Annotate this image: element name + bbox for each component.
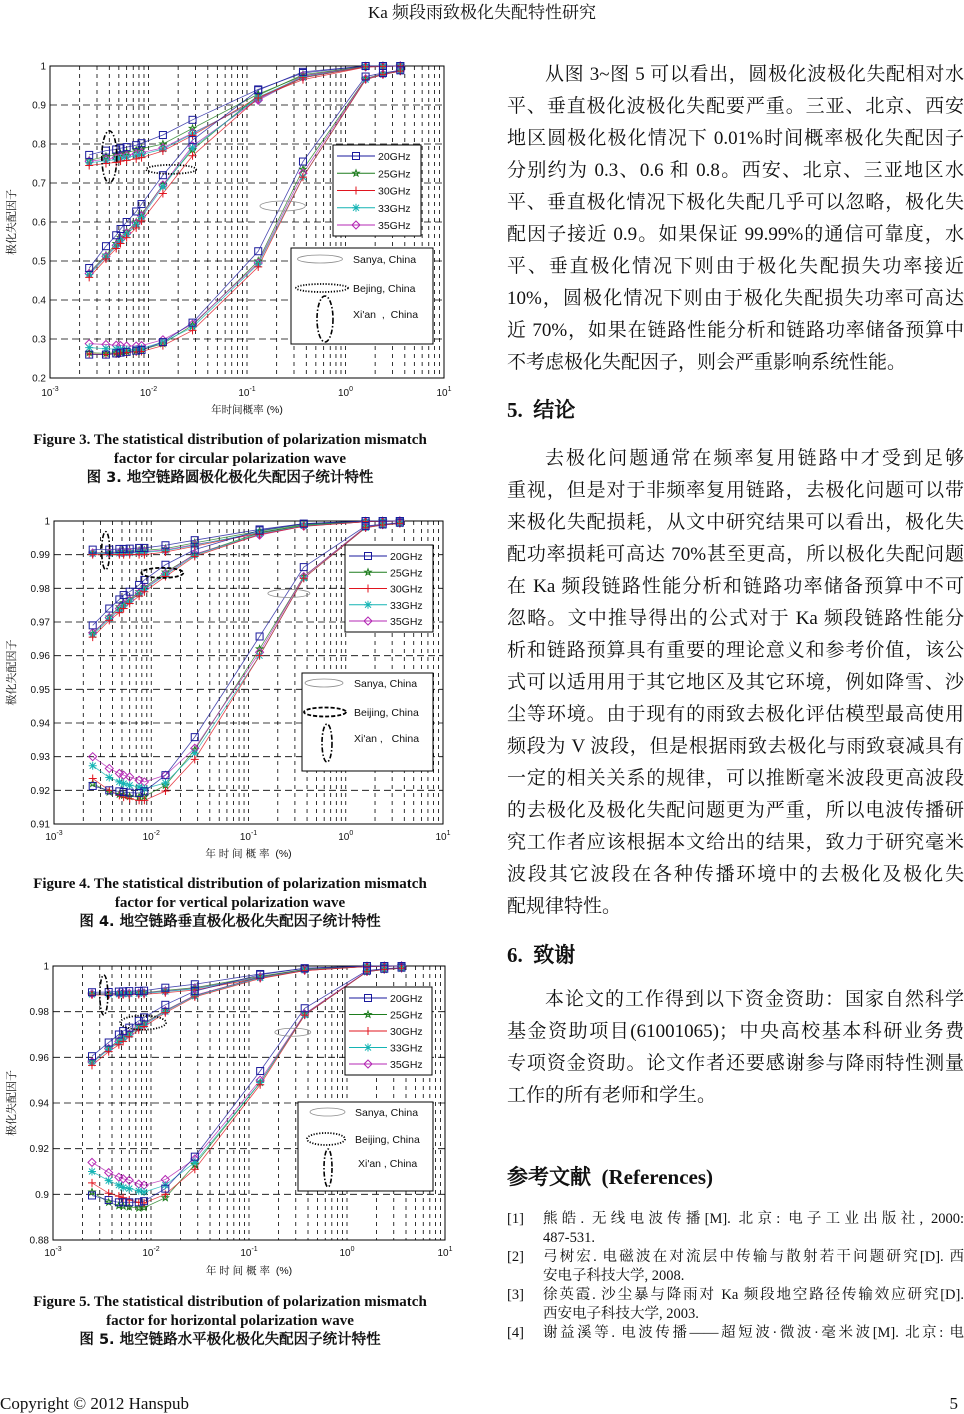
y-tick-label: 0.92	[30, 785, 50, 797]
legend-label: Sanya, China	[354, 678, 418, 690]
references-heading: 参考文献 (References)	[507, 1165, 714, 1189]
x-tick-exponent: -3	[52, 386, 59, 393]
text-line: 近 70%，如果在链路性能分析和链路功率储备预算中	[507, 320, 964, 341]
acknowledgement-paragraph	[507, 984, 964, 1112]
location-legend	[298, 1102, 433, 1191]
x-tick-exponent: -3	[55, 1246, 62, 1253]
x-axis-label: 年 时 间 概 率 (%)	[205, 848, 292, 860]
x-tick-label	[339, 1246, 354, 1259]
section-6-heading: 6. 致谢	[507, 943, 576, 967]
data-point	[135, 1187, 143, 1195]
y-tick-label: 0.9	[32, 100, 46, 112]
x-tick-label	[437, 1246, 452, 1259]
text-line: 的去极化及极化失配问题更为严重，所以电波传播研	[507, 800, 964, 821]
x-tick-exponent: -3	[56, 830, 63, 837]
y-tick-label: 0.2	[32, 373, 46, 385]
y-tick-label: 0.88	[29, 1235, 49, 1247]
x-tick-exponent: -2	[153, 830, 160, 837]
x-tick-base: 10	[139, 388, 151, 399]
legend-label: Xi'an , China	[353, 309, 419, 321]
legend-label: 20GHz	[378, 151, 411, 163]
figure-5-caption	[0, 1293, 460, 1350]
legend-label: 25GHz	[390, 567, 423, 580]
text-line: 究工作者应该根据本文给出的结果，致力于研究毫米	[507, 832, 964, 853]
legend-label: 20GHz	[390, 993, 423, 1005]
y-tick-label: 0.95	[30, 684, 50, 696]
data-point	[191, 1158, 199, 1166]
conclusion-paragraph	[507, 443, 964, 923]
reference-item	[507, 1210, 964, 1248]
y-tick-label: 0.7	[32, 178, 46, 190]
x-tick-base: 10	[240, 1248, 252, 1259]
text-line: 频段为 V 波段，但是根据雨致去极化与雨致衰减具有	[507, 736, 964, 757]
text-line: 10%，圆极化情况下则由于极化失配损失功率可高达	[507, 288, 964, 309]
data-point	[140, 1188, 148, 1196]
legend-label: 33GHz	[390, 599, 423, 612]
y-axis-label: 极化失配因子	[6, 189, 18, 255]
x-tick-base: 10	[142, 832, 154, 843]
x-tick-exponent: -1	[249, 386, 256, 393]
legend-label: 25GHz	[378, 168, 411, 181]
caption-en-line: Figure 4. The statistical distribution of polarization mismatch	[33, 876, 427, 892]
legend-label: 33GHz	[378, 202, 411, 215]
text-line: 一定的相关关系的规律，可以推断毫米波段更高波段	[507, 768, 964, 789]
y-tick-label: 0.97	[30, 617, 50, 629]
legend-label: Beijing, China	[355, 1134, 420, 1146]
text-line: 平、垂直极化波极化失配要严重。三亚、北京、西安	[507, 96, 964, 117]
x-tick-base: 10	[44, 1248, 56, 1259]
text-line: 分别约为 0.3、0.6 和 0.8。西安、北京、三亚地区水	[507, 160, 964, 181]
legend-marker-asterisk-icon	[364, 601, 372, 609]
text-line: 平、垂直极化情况下极化失配几乎可以忽略，极化失	[507, 192, 964, 213]
legend-label: Sanya, China	[355, 1107, 419, 1119]
data-point	[89, 762, 97, 770]
text-line: 基金资助项目(61001065)；中央高校基本科研业务费	[507, 1021, 964, 1042]
text-line: 在 Ka 频段链路性能分析和链路功率储备预算中不可	[507, 576, 964, 597]
legend-marker-asterisk-icon	[364, 1044, 372, 1052]
caption-en-line: factor for horizontal polarization wave	[106, 1312, 354, 1329]
section-5-heading: 5. 结论	[507, 398, 576, 422]
caption-zh-line: 图 3. 地空链路圆极化极化失配因子统计特性	[86, 470, 374, 486]
figure-4-caption	[0, 875, 460, 932]
text-line: 式可以适用用于其它地区及其它环境，例如降雪、沙	[507, 672, 964, 693]
data-point	[88, 1168, 96, 1176]
figure-3-chart	[0, 50, 480, 422]
x-tick-exponent: 0	[349, 830, 354, 837]
x-tick-base: 10	[338, 832, 350, 843]
reference-line: 徐英霞. 沙尘暴与降雨对 Ka 频段地空路径传输效应研究[D].	[543, 1287, 964, 1303]
y-tick-label: 0.98	[29, 1007, 49, 1019]
legend-label: 30GHz	[390, 1026, 423, 1038]
text-line: 去极化问题通常在频率复用链路中才受到足够	[545, 448, 964, 469]
running-title: Ka 频段雨致极化失配特性研究	[367, 3, 597, 22]
reference-text	[543, 1324, 964, 1343]
y-tick-label: 0.3	[32, 334, 46, 346]
legend-label: Sanya, China	[353, 254, 417, 266]
data-point	[119, 1183, 127, 1191]
data-point	[161, 779, 169, 787]
y-tick-label: 0.6	[32, 217, 46, 229]
legend-label: 30GHz	[390, 583, 423, 596]
x-tick-exponent: 1	[446, 830, 451, 837]
caption-zh-line: 图 5. 地空链路水平极化极化失配因子统计特性	[79, 1332, 381, 1348]
text-line: 配规律特性。	[507, 896, 622, 917]
x-tick-exponent: 0	[349, 386, 354, 393]
legend-label: Bejing, China	[353, 283, 416, 295]
x-tick-base: 10	[339, 1248, 351, 1259]
reference-number: [3]	[507, 1287, 524, 1303]
x-tick-exponent: -2	[150, 386, 158, 393]
text-line: 重视，但是对于非频率复用链路，去极化问题可以带	[507, 480, 964, 501]
text-line: 专项资金资助。论文作者还要感谢参与降雨特性测量	[507, 1053, 964, 1074]
reference-line: 安电子科技大学, 2008.	[543, 1268, 685, 1284]
y-tick-label: 0.94	[30, 718, 50, 730]
x-tick-label	[338, 386, 353, 399]
x-tick-base: 10	[437, 1248, 449, 1259]
x-tick-base: 10	[337, 388, 350, 399]
reference-text	[543, 1248, 964, 1286]
x-tick-exponent: -1	[250, 830, 258, 837]
reference-item	[507, 1324, 964, 1343]
x-tick-base: 10	[45, 832, 57, 843]
caption-en-line: Figure 3. The statistical distribution of polarization mismatch	[33, 432, 427, 448]
text-line: 忽略。文中推导得出的公式对于 Ka 频段链路性能分	[507, 608, 964, 629]
data-point	[120, 780, 128, 788]
y-tick-label: 1	[44, 516, 50, 528]
location-legend	[291, 248, 433, 344]
x-tick-label	[435, 830, 450, 843]
reference-text	[543, 1210, 964, 1248]
reference-number: [4]	[507, 1325, 524, 1341]
reference-line: 弓树宏. 电磁波在对流层中传输与散射若干问题研究[D]. 西	[543, 1249, 964, 1265]
x-tick-exponent: -1	[251, 1246, 258, 1253]
page-number: 5	[949, 1394, 958, 1413]
x-tick-base: 10	[142, 1248, 154, 1259]
legend-label: 35GHz	[390, 1059, 423, 1071]
x-tick-exponent: -2	[153, 1246, 160, 1253]
y-tick-label: 0.5	[32, 256, 46, 268]
y-axis-label: 极化失配因子	[6, 639, 18, 706]
x-tick-label	[45, 830, 62, 843]
legend-label: 35GHz	[390, 616, 423, 628]
x-tick-label	[338, 830, 353, 843]
x-axis-label: 年时间概率 (%)	[211, 404, 283, 416]
reference-line: 487-531.	[543, 1230, 595, 1246]
x-tick-label	[143, 830, 160, 843]
legend-marker-asterisk-icon	[352, 204, 360, 212]
y-tick-label: 1	[40, 61, 46, 73]
x-tick-exponent: 1	[447, 386, 452, 393]
caption-en-line: factor for vertical polarization wave	[114, 894, 346, 911]
y-tick-label: 0.96	[30, 651, 50, 663]
data-point	[105, 1177, 113, 1185]
text-line: 平、垂直极化情况下则由于极化失配损失功率接近	[507, 256, 964, 277]
frequency-legend	[333, 145, 421, 236]
y-tick-label: 0.98	[30, 583, 50, 595]
x-tick-label	[41, 386, 58, 399]
data-point	[105, 774, 113, 782]
x-tick-label	[436, 386, 451, 399]
x-tick-base: 10	[239, 832, 251, 843]
y-tick-label: 0.91	[30, 819, 50, 831]
discussion-paragraph	[507, 59, 964, 379]
data-point	[115, 1181, 123, 1189]
text-line: 来极化失配损耗，从文中研究结果可以看出，极化失	[507, 512, 964, 533]
text-line: 地区圆极化极化情况下 0.01%时间概率极化失配因子	[507, 128, 964, 149]
x-tick-base: 10	[41, 388, 53, 399]
frequency-legend	[345, 987, 432, 1075]
y-tick-label: 0.9	[35, 1189, 49, 1201]
data-point	[125, 1185, 133, 1193]
frequency-legend	[345, 545, 433, 632]
caption-en-line: Figure 5. The statistical distribution of polarization mismatch	[33, 1294, 427, 1310]
reference-line: 谢益溪等. 电波传播——超短波·微波·毫米波[M]. 北京: 电	[543, 1325, 964, 1341]
figure-3-caption	[0, 431, 460, 488]
reference-line: 西安电子科技大学, 2003.	[543, 1306, 699, 1322]
x-tick-label	[44, 1246, 61, 1259]
x-tick-label	[142, 1246, 159, 1259]
y-tick-label: 0.4	[32, 295, 46, 307]
legend-label: Beijing, China	[354, 707, 419, 719]
caption-zh-line: 图 4. 地空链路垂直极化极化失配因子统计特性	[79, 914, 381, 930]
x-tick-label	[240, 830, 257, 843]
y-axis-label: 极化失配因子	[6, 1070, 18, 1136]
text-line: 尘等环境。由于现有的雨致去极化评估模型最高使用	[507, 704, 964, 725]
y-tick-label: 0.92	[29, 1144, 49, 1156]
x-axis-label: 年 时 间 概 率 (%)	[205, 1265, 293, 1277]
x-tick-exponent: 1	[448, 1246, 453, 1253]
legend-label: Xi'an , China	[354, 733, 420, 745]
x-tick-label	[238, 386, 255, 399]
figure-4-chart	[0, 505, 480, 865]
reference-number: [1]	[507, 1211, 524, 1227]
text-line: 不考虑极化失配因子，则会严重影响系统性能。	[507, 352, 907, 373]
caption-en-line: factor for circular polarization wave	[113, 450, 347, 467]
reference-line: 熊皓. 无线电波传播[M]. 北京: 电子工业出版社, 2000:	[543, 1211, 964, 1227]
x-tick-exponent: 0	[350, 1246, 355, 1253]
text-line: 波段其它波段在各种传播环境中的去极化及极化失	[507, 864, 964, 885]
legend-label: 33GHz	[390, 1042, 423, 1055]
x-tick-base: 10	[435, 832, 447, 843]
data-point	[140, 785, 148, 793]
y-tick-label: 0.96	[29, 1052, 49, 1064]
y-tick-label: 1	[43, 961, 49, 973]
reference-item	[507, 1286, 964, 1324]
text-line: 配因子接近 0.9。如果保证 99.99%的通信可靠度，水	[507, 224, 964, 245]
legend-label: 20GHz	[390, 551, 423, 563]
x-tick-label	[240, 1246, 257, 1259]
text-line: 从图 3~图 5 可以看出，圆极化波极化失配相对水	[545, 64, 964, 85]
x-tick-base: 10	[436, 388, 448, 399]
y-tick-label: 0.94	[29, 1098, 49, 1110]
reference-number: [2]	[507, 1249, 524, 1265]
location-legend	[302, 673, 433, 771]
data-point	[189, 144, 197, 152]
y-tick-label: 0.93	[30, 752, 50, 764]
y-tick-label: 0.8	[32, 139, 46, 151]
legend-label: 30GHz	[378, 185, 411, 198]
text-line: 本论文的工作得到以下资金资助：国家自然科学	[545, 989, 964, 1010]
x-tick-base: 10	[238, 388, 250, 399]
reference-text	[543, 1286, 964, 1324]
reference-list	[507, 1210, 964, 1343]
x-tick-label	[140, 386, 157, 399]
legend-label: Xi'an , China	[358, 1158, 418, 1170]
copyright-notice: Copyright © 2012 Hanspub	[0, 1394, 190, 1413]
text-line: 析和链路预算具有重要的理论意义和参考价值，该公	[507, 640, 964, 661]
text-line: 配功率损耗可高达 70%甚至更高，所以极化失配问题	[507, 544, 964, 565]
figure-5-chart	[0, 950, 480, 1282]
text-line: 工作的所有老师和学生。	[507, 1085, 717, 1106]
y-tick-label: 0.99	[30, 550, 50, 562]
legend-label: 35GHz	[378, 220, 411, 232]
reference-item	[507, 1248, 964, 1286]
legend-label: 25GHz	[390, 1009, 423, 1022]
